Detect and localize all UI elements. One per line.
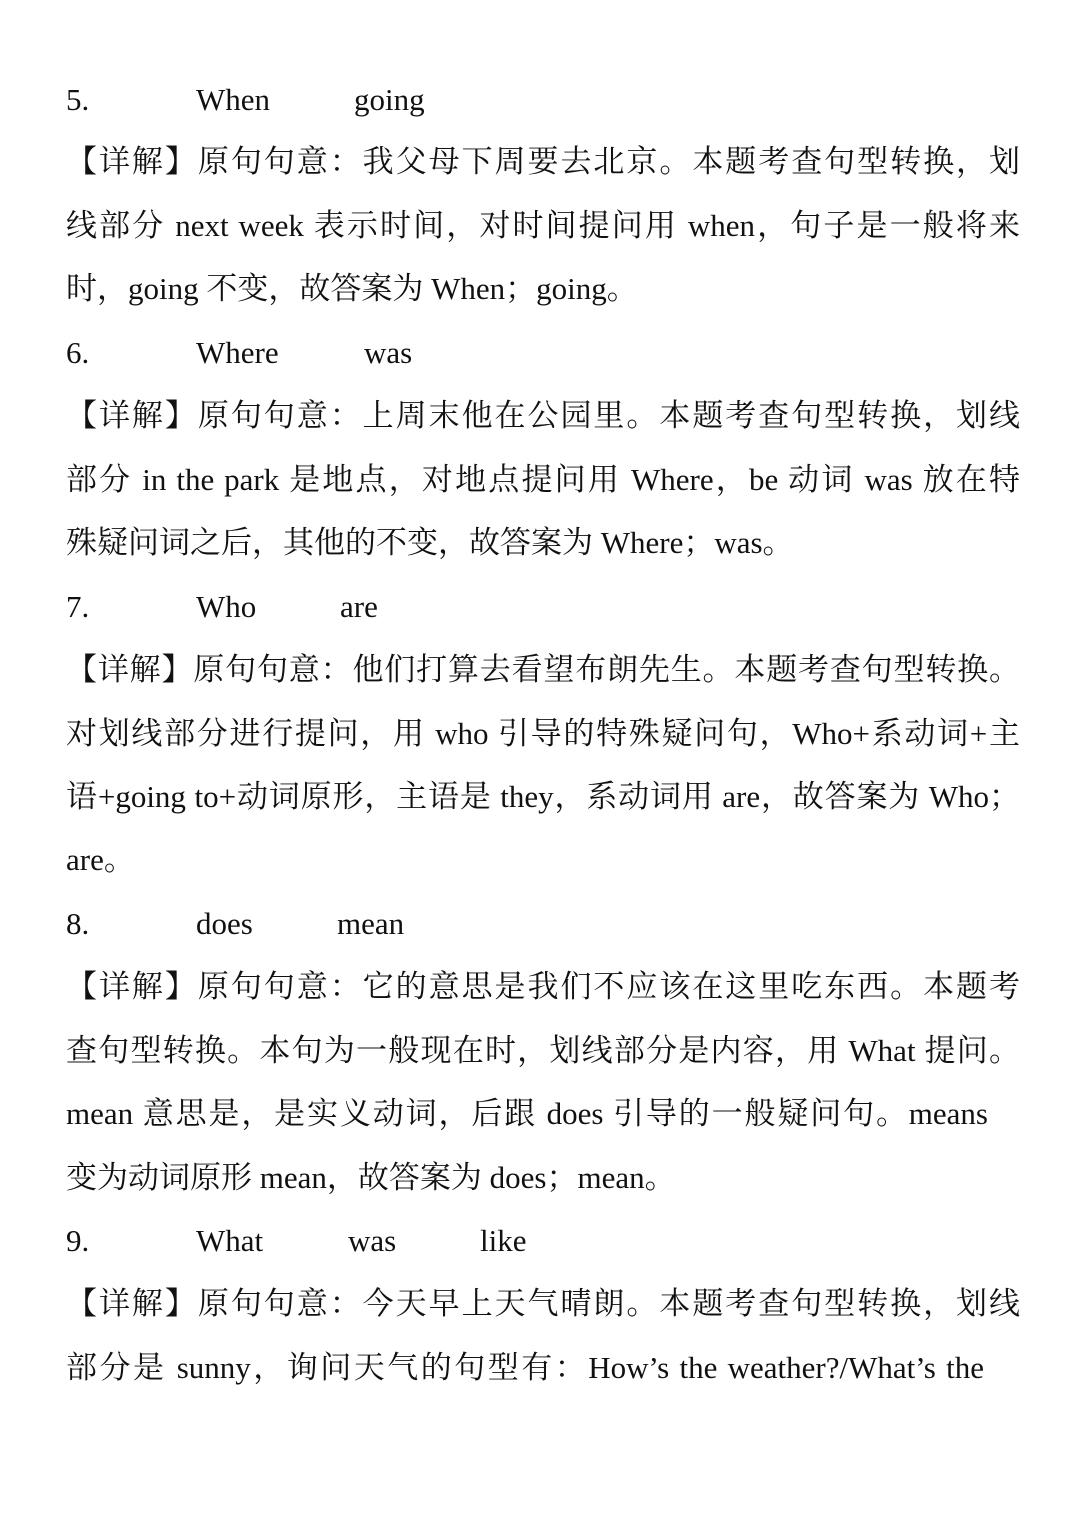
explanation-line: 线部分 next week 表示时间，对时间提问用 when，句子是一般将来 — [66, 208, 1020, 243]
answer-word: mean — [337, 906, 405, 941]
explanation-line: 对划线部分进行提问，用 who 引导的特殊疑问句，Who+系动词+主 — [66, 716, 1020, 751]
explanation-line: 部分 in the park 是地点，对地点提问用 Where，be 动词 was 放在特 — [66, 462, 1020, 497]
item-number: 5. — [66, 82, 90, 117]
explanation-line: are。 — [66, 842, 135, 877]
explanation-line: 时，going 不变，故答案为 When；going。 — [66, 271, 638, 306]
answer-word: was — [348, 1223, 397, 1258]
answer-word: like — [480, 1223, 527, 1258]
explanation-line: 【详解】原句句意：上周末他在公园里。本题考查句型转换，划线 — [66, 398, 1020, 433]
item-number: 8. — [66, 906, 90, 941]
explanation-line: 殊疑问词之后，其他的不变，故答案为 Where；was。 — [66, 525, 794, 560]
explanation-line: 【详解】原句句意：今天早上天气晴朗。本题考查句型转换，划线 — [66, 1286, 1020, 1321]
answer-word: are — [340, 589, 378, 624]
explanation-line: mean 意思是，是实义动词，后跟 does 引导的一般疑问句。means — [66, 1096, 988, 1131]
item-number: 9. — [66, 1223, 90, 1258]
answer-line-5 — [66, 80, 1020, 120]
answer-word: does — [196, 906, 253, 941]
item-number: 6. — [66, 335, 90, 370]
explanation-line: 语+going to+动词原形，主语是 they，系动词用 are，故答案为 Who； — [66, 779, 1020, 814]
explanation-line: 部分是 sunny，询问天气的句型有：How’s the weather?/What’s the — [66, 1350, 984, 1385]
answer-word: going — [354, 82, 425, 117]
answer-word: What — [196, 1223, 264, 1258]
explanation-line: 【详解】原句句意：他们打算去看望布朗先生。本题考查句型转换。 — [66, 652, 1020, 687]
answer-line-6 — [66, 333, 1020, 373]
explanation-line: 【详解】原句句意：我父母下周要去北京。本题考查句型转换，划 — [66, 144, 1020, 179]
answer-word: was — [364, 335, 413, 370]
answer-word: When — [196, 82, 271, 117]
explanation-line: 变为动词原形 mean，故答案为 does；mean。 — [66, 1160, 676, 1195]
answer-word: Where — [196, 335, 279, 370]
explanation-line: 【详解】原句句意：它的意思是我们不应该在这里吃东西。本题考 — [66, 969, 1020, 1004]
answer-word: Who — [196, 589, 257, 624]
answer-line-9 — [66, 1221, 1020, 1261]
answer-line-8 — [66, 904, 1020, 944]
item-number: 7. — [66, 589, 90, 624]
answer-line-7 — [66, 587, 1020, 627]
explanation-line: 查句型转换。本句为一般现在时，划线部分是内容，用 What 提问。 — [66, 1033, 1020, 1068]
